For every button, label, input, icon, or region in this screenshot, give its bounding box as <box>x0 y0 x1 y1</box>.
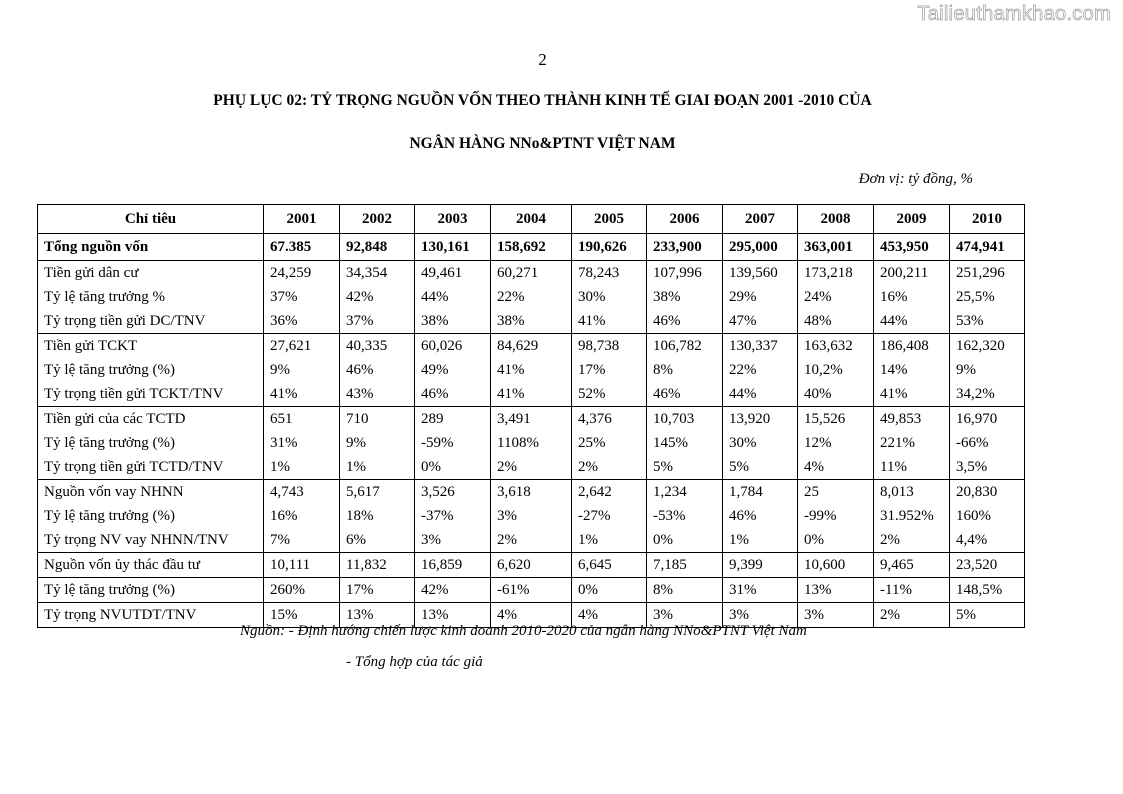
table-cell: 3% <box>647 603 723 628</box>
table-cell: 251,296 <box>950 261 1025 286</box>
table-row <box>38 334 1025 359</box>
source-note: Nguồn: - Định hướng chiến lược kinh doanh 2010-2020 của ngân hàng NNo&PTNT Việt Nam <box>240 623 807 639</box>
table-cell: 46% <box>647 382 723 407</box>
table-cell: 41% <box>491 382 572 407</box>
table-cell: 0% <box>798 528 874 553</box>
table-cell: 106,782 <box>647 334 723 359</box>
table-cell: 13% <box>798 578 874 603</box>
table-cell: 1% <box>723 528 798 553</box>
table-cell: 23,520 <box>950 553 1025 578</box>
table-row <box>38 578 1025 603</box>
table-cell: Tỷ lệ tăng trưởng (%) <box>38 358 264 382</box>
table-cell: 233,900 <box>647 234 723 261</box>
header-cell: 2001 <box>264 205 340 234</box>
table-cell: 145% <box>647 431 723 455</box>
table-cell: 13% <box>415 603 491 628</box>
table-cell: 25 <box>798 480 874 505</box>
table-cell: 5,617 <box>340 480 415 505</box>
table-cell: 3% <box>491 504 572 528</box>
table-cell: 44% <box>874 309 950 334</box>
page-number: 2 <box>538 50 547 69</box>
table-cell: 130,161 <box>415 234 491 261</box>
table-cell: Tổng nguồn vốn <box>38 234 264 261</box>
table-cell: 42% <box>415 578 491 603</box>
table-cell: 46% <box>415 382 491 407</box>
table-cell: 16% <box>874 285 950 309</box>
table-cell: 474,941 <box>950 234 1025 261</box>
table-cell: 289 <box>415 407 491 432</box>
title-line-1: PHỤ LỤC 02: TỶ TRỌNG NGUỒN VỐN THEO THÀNH KINH TẾ GIAI ĐOẠN 2001 -2010 CỦA <box>213 92 872 109</box>
table-cell: 148,5% <box>950 578 1025 603</box>
table-cell: Tỷ trọng tiền gửi TCTD/TNV <box>38 455 264 480</box>
table-cell: -61% <box>491 578 572 603</box>
table-cell: 2% <box>874 528 950 553</box>
table-cell: 38% <box>491 309 572 334</box>
table-cell: 4% <box>798 455 874 480</box>
table-cell: 37% <box>340 309 415 334</box>
table-cell: 200,211 <box>874 261 950 286</box>
table-cell: 22% <box>723 358 798 382</box>
table-cell: 13% <box>340 603 415 628</box>
header-cell: 2002 <box>340 205 415 234</box>
table-cell: 4,743 <box>264 480 340 505</box>
table-cell: -11% <box>874 578 950 603</box>
table-cell: 24,259 <box>264 261 340 286</box>
table-cell: 30% <box>572 285 647 309</box>
table-cell: 37% <box>264 285 340 309</box>
table-cell: 158,692 <box>491 234 572 261</box>
table-cell: 453,950 <box>874 234 950 261</box>
table-cell: 17% <box>572 358 647 382</box>
table-cell: 31% <box>723 578 798 603</box>
header-cell: 2009 <box>874 205 950 234</box>
table-cell: -99% <box>798 504 874 528</box>
table-cell: 52% <box>572 382 647 407</box>
table-cell: 41% <box>874 382 950 407</box>
table-cell: -53% <box>647 504 723 528</box>
table-cell: Tiền gửi dân cư <box>38 261 264 286</box>
table-cell: 107,996 <box>647 261 723 286</box>
table-cell: 44% <box>415 285 491 309</box>
table-cell: 4,4% <box>950 528 1025 553</box>
table-cell: 46% <box>647 309 723 334</box>
table-cell: 41% <box>491 358 572 382</box>
table-cell: 10,111 <box>264 553 340 578</box>
table-row <box>38 504 1025 528</box>
table-cell: 24% <box>798 285 874 309</box>
table-cell: Tỷ lệ tăng trưởng (%) <box>38 431 264 455</box>
table-cell: 84,629 <box>491 334 572 359</box>
table-cell: 1108% <box>491 431 572 455</box>
table-cell: 40% <box>798 382 874 407</box>
table-cell: 0% <box>415 455 491 480</box>
table-cell: 8% <box>647 358 723 382</box>
table-cell: 25% <box>572 431 647 455</box>
table-cell: 139,560 <box>723 261 798 286</box>
table-cell: 260% <box>264 578 340 603</box>
table-cell: 10,2% <box>798 358 874 382</box>
header-cell: 2006 <box>647 205 723 234</box>
table-cell: 363,001 <box>798 234 874 261</box>
table-cell: 186,408 <box>874 334 950 359</box>
table-cell: Tỷ trọng tiền gửi DC/TNV <box>38 309 264 334</box>
capital-structure-table <box>37 204 1025 628</box>
table-cell: 2% <box>874 603 950 628</box>
table-cell: Tỷ trọng NVUTDT/TNV <box>38 603 264 628</box>
header-cell: 2005 <box>572 205 647 234</box>
table-cell: 46% <box>723 504 798 528</box>
table-cell: 1,784 <box>723 480 798 505</box>
table-cell: 29% <box>723 285 798 309</box>
table-row <box>38 261 1025 286</box>
table-cell: 67.385 <box>264 234 340 261</box>
table-cell: 10,703 <box>647 407 723 432</box>
table-cell: 3,491 <box>491 407 572 432</box>
table-cell: Tỷ lệ tăng trưởng (%) <box>38 578 264 603</box>
table-cell: 10,600 <box>798 553 874 578</box>
table-cell: Tỷ lệ tăng trưởng % <box>38 285 264 309</box>
table-cell: 22% <box>491 285 572 309</box>
table-cell: Nguồn vốn vay NHNN <box>38 480 264 505</box>
table-cell: 6% <box>340 528 415 553</box>
table-row <box>38 309 1025 334</box>
table-cell: 3% <box>798 603 874 628</box>
table-cell: 31% <box>264 431 340 455</box>
header-cell: Chỉ tiêu <box>38 205 264 234</box>
watermark: Tailieuthamkhao.com <box>917 3 1111 25</box>
table-cell: 4% <box>491 603 572 628</box>
table-cell: 20,830 <box>950 480 1025 505</box>
table-cell: Tiền gửi TCKT <box>38 334 264 359</box>
table-row <box>38 431 1025 455</box>
table-cell: 2,642 <box>572 480 647 505</box>
table-cell: 295,000 <box>723 234 798 261</box>
table-cell: 9% <box>950 358 1025 382</box>
table-cell: 7% <box>264 528 340 553</box>
table-cell: 130,337 <box>723 334 798 359</box>
table-cell: 16% <box>264 504 340 528</box>
table-cell: 7,185 <box>647 553 723 578</box>
table-cell: 38% <box>647 285 723 309</box>
table-cell: 15,526 <box>798 407 874 432</box>
table-cell: 9% <box>340 431 415 455</box>
table-cell: 4% <box>572 603 647 628</box>
table-cell: 48% <box>798 309 874 334</box>
table-row <box>38 480 1025 505</box>
table-row <box>38 528 1025 553</box>
table-cell: 31.952% <box>874 504 950 528</box>
table-cell: 27,621 <box>264 334 340 359</box>
source-note-2: - Tổng hợp của tác giả <box>346 654 483 670</box>
table-cell: 9,399 <box>723 553 798 578</box>
table-cell: 36% <box>264 309 340 334</box>
header-cell: 2004 <box>491 205 572 234</box>
table-cell: 25,5% <box>950 285 1025 309</box>
table-cell: 12% <box>798 431 874 455</box>
table-cell: 163,632 <box>798 334 874 359</box>
table-cell: 98,738 <box>572 334 647 359</box>
table-cell: 43% <box>340 382 415 407</box>
table-cell: -37% <box>415 504 491 528</box>
table-cell: 42% <box>340 285 415 309</box>
table-cell: 1% <box>340 455 415 480</box>
table-cell: 60,026 <box>415 334 491 359</box>
table-cell: 3% <box>415 528 491 553</box>
table-cell: 11% <box>874 455 950 480</box>
table-cell: 9,465 <box>874 553 950 578</box>
table-cell: 5% <box>647 455 723 480</box>
table-cell: 9% <box>264 358 340 382</box>
total-row <box>38 234 1025 261</box>
header-cell: 2003 <box>415 205 491 234</box>
table-cell: 92,848 <box>340 234 415 261</box>
table-cell: 1% <box>572 528 647 553</box>
table-cell: Nguồn vốn ủy thác đầu tư <box>38 553 264 578</box>
table-cell: 18% <box>340 504 415 528</box>
table-cell: 190,626 <box>572 234 647 261</box>
table-cell: 6,645 <box>572 553 647 578</box>
table-cell: 41% <box>264 382 340 407</box>
header-row <box>38 205 1025 234</box>
table-row <box>38 553 1025 578</box>
table-cell: Tiền gửi của các TCTD <box>38 407 264 432</box>
table-cell: 16,859 <box>415 553 491 578</box>
table-cell: 173,218 <box>798 261 874 286</box>
table-cell: 3% <box>723 603 798 628</box>
table-cell: 3,618 <box>491 480 572 505</box>
table-cell: -59% <box>415 431 491 455</box>
table-cell: 46% <box>340 358 415 382</box>
table-cell: 3,5% <box>950 455 1025 480</box>
table-cell: 16,970 <box>950 407 1025 432</box>
table-cell: 78,243 <box>572 261 647 286</box>
table-cell: 0% <box>572 578 647 603</box>
table-cell: 3,526 <box>415 480 491 505</box>
table-row <box>38 382 1025 407</box>
table-cell: 162,320 <box>950 334 1025 359</box>
table-cell: 2% <box>572 455 647 480</box>
table-cell: 49,853 <box>874 407 950 432</box>
unit-note: Đơn vị: tỷ đồng, % <box>858 171 973 187</box>
table-cell: 1% <box>264 455 340 480</box>
table-cell: 30% <box>723 431 798 455</box>
table-cell: 47% <box>723 309 798 334</box>
table-cell: 1,234 <box>647 480 723 505</box>
table-cell: 38% <box>415 309 491 334</box>
table-cell: Tỷ trọng tiền gửi TCKT/TNV <box>38 382 264 407</box>
table-cell: 4,376 <box>572 407 647 432</box>
table-cell: Tỷ lệ tăng trưởng (%) <box>38 504 264 528</box>
table-row <box>38 285 1025 309</box>
table-cell: 2% <box>491 455 572 480</box>
table-cell: 34,2% <box>950 382 1025 407</box>
table-cell: 8% <box>647 578 723 603</box>
table-cell: 44% <box>723 382 798 407</box>
table-cell: 34,354 <box>340 261 415 286</box>
title-line-2: NGÂN HÀNG NNo&PTNT VIỆT NAM <box>409 135 676 152</box>
table-cell: 14% <box>874 358 950 382</box>
table-cell: 0% <box>647 528 723 553</box>
table-cell: 15% <box>264 603 340 628</box>
table-cell: 17% <box>340 578 415 603</box>
table-cell: 2% <box>491 528 572 553</box>
header-cell: 2010 <box>950 205 1025 234</box>
table-cell: 8,013 <box>874 480 950 505</box>
table-cell: -27% <box>572 504 647 528</box>
table-cell: 41% <box>572 309 647 334</box>
table-cell: 221% <box>874 431 950 455</box>
table-row <box>38 407 1025 432</box>
table-cell: Tỷ trọng NV vay NHNN/TNV <box>38 528 264 553</box>
table-cell: 160% <box>950 504 1025 528</box>
table-cell: 13,920 <box>723 407 798 432</box>
header-cell: 2007 <box>723 205 798 234</box>
table-cell: 60,271 <box>491 261 572 286</box>
table-cell: 40,335 <box>340 334 415 359</box>
table-cell: 5% <box>723 455 798 480</box>
table-cell: 49% <box>415 358 491 382</box>
table-cell: -66% <box>950 431 1025 455</box>
table-cell: 5% <box>950 603 1025 628</box>
table-cell: 53% <box>950 309 1025 334</box>
table-cell: 49,461 <box>415 261 491 286</box>
table-row <box>38 455 1025 480</box>
header-cell: 2008 <box>798 205 874 234</box>
table-cell: 710 <box>340 407 415 432</box>
table-cell: 6,620 <box>491 553 572 578</box>
table-cell: 651 <box>264 407 340 432</box>
table-cell: 11,832 <box>340 553 415 578</box>
table-row <box>38 358 1025 382</box>
